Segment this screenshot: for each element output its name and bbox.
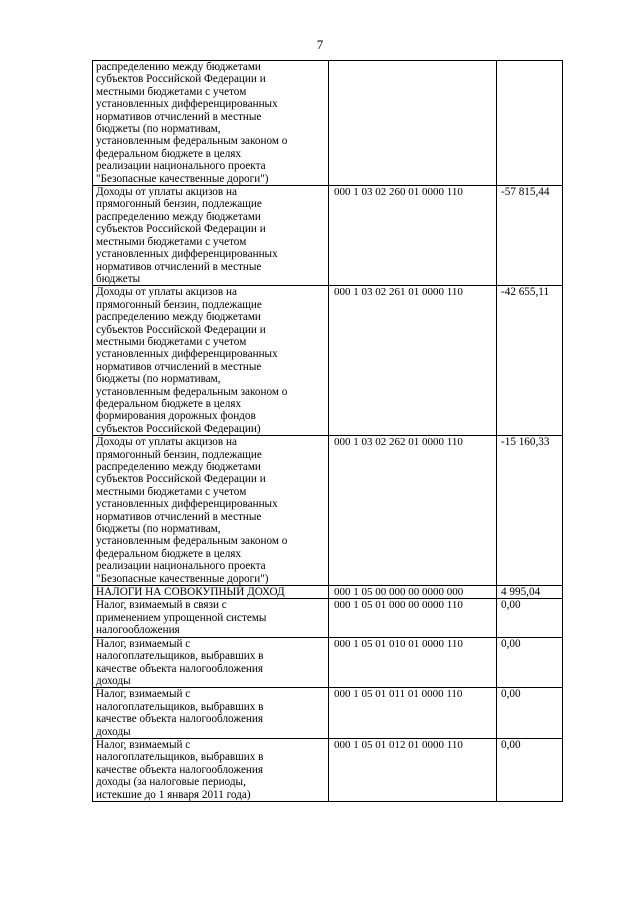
budget-classification-code: [329, 61, 497, 186]
amount-value: -15 160,33: [497, 436, 563, 586]
revenue-name-line: бюджеты (по нормативам,: [96, 123, 221, 136]
revenue-name-line: Доходы от уплаты акцизов на: [96, 186, 237, 199]
revenue-name-line: местными бюджетами с учетом: [96, 335, 247, 348]
revenue-name-cell: [93, 436, 329, 586]
table-row: [93, 436, 563, 586]
revenue-name-line: нормативов отчислений в местные: [96, 360, 262, 373]
revenue-name-line: доходы: [96, 725, 131, 738]
budget-classification-code: 000 1 05 00 000 00 0000 000: [329, 586, 497, 599]
revenue-name-line: нормативов отчислений в местные: [96, 260, 262, 273]
budget-classification-code: 000 1 03 02 260 01 0000 110: [329, 186, 497, 286]
table-row: [93, 599, 563, 637]
amount-value: -57 815,44: [497, 186, 563, 286]
revenue-name-line: Налог, взимаемый с: [96, 738, 191, 751]
table-row: [93, 286, 563, 436]
revenue-name-line: федеральном бюджете в целях: [96, 147, 242, 160]
budget-classification-code: 000 1 05 01 012 01 0000 110: [329, 738, 497, 801]
amount-value: 0,00: [497, 637, 563, 688]
revenue-name-line: истекшие до 1 января 2011 года): [96, 788, 251, 801]
revenue-name-line: бюджеты (по нормативам,: [96, 373, 221, 386]
revenue-name-cell: [93, 637, 329, 688]
revenue-name-line: Налог, взимаемый с: [96, 637, 191, 650]
revenue-name-line: реализации национального проекта: [96, 160, 266, 173]
amount-value: -42 655,11: [497, 286, 563, 436]
revenue-name-line: местными бюджетами с учетом: [96, 235, 247, 248]
revenue-name-line: применением упрощенной системы: [96, 611, 267, 624]
revenue-name-line: субъектов Российской Федерации): [96, 422, 261, 435]
amount-value: 4 995,04: [497, 586, 563, 599]
revenue-name-line: прямогонный бензин, подлежащие: [96, 198, 262, 211]
amount-value: [497, 61, 563, 186]
revenue-name-line: субъектов Российской Федерации и: [96, 73, 266, 86]
revenue-name-line: Налог, взимаемый в связи с: [96, 599, 227, 612]
revenue-name-line: субъектов Российской Федерации и: [96, 223, 266, 236]
revenue-name-line: качестве объекта налогообложения: [96, 713, 264, 726]
revenue-name-line: федеральном бюджете в целях: [96, 397, 242, 410]
revenue-name-line: Доходы от уплаты акцизов на: [96, 286, 237, 299]
table-row: [93, 637, 563, 688]
revenue-name-line: установленных дифференцированных: [96, 248, 278, 261]
revenue-name-line: "Безопасные качественные дороги"): [96, 572, 269, 585]
revenue-name-line: распределению между бюджетами: [96, 461, 261, 473]
table-row: [93, 738, 563, 801]
revenue-name-line: доходы (за налоговые периоды,: [96, 776, 246, 789]
budget-classification-code: 000 1 03 02 261 01 0000 110: [329, 286, 497, 436]
table-row: [93, 186, 563, 286]
revenue-name-line: прямогонный бензин, подлежащие: [96, 448, 262, 461]
table-row: [93, 688, 563, 739]
revenue-name-line: Доходы от уплаты акцизов на: [96, 436, 237, 449]
table-row: [93, 586, 563, 599]
budget-classification-code: 000 1 05 01 011 01 0000 110: [329, 688, 497, 739]
revenue-name-cell: [93, 738, 329, 801]
table-body: [93, 61, 563, 802]
revenue-name-line: Налог, взимаемый с: [96, 688, 191, 701]
revenue-name-line: установленных дифференцированных: [96, 498, 278, 511]
revenue-name-line: субъектов Российской Федерации и: [96, 323, 266, 336]
revenue-name-line: распределению между бюджетами: [96, 210, 261, 223]
revenue-name-line: доходы: [96, 674, 131, 687]
revenue-name-cell: [93, 586, 329, 599]
revenue-name-line: федеральном бюджете в целях: [96, 547, 242, 560]
budget-classification-code: 000 1 05 01 000 00 0000 110: [329, 599, 497, 637]
revenue-name-line: прямогонный бензин, подлежащие: [96, 298, 262, 311]
revenue-name-line: качестве объекта налогообложения: [96, 662, 264, 675]
revenue-name-line: качестве объекта налогообложения: [96, 763, 264, 776]
revenue-name-line: местными бюджетами с учетом: [96, 485, 247, 498]
revenue-name-line: налогоплательщиков, выбравших в: [96, 751, 264, 764]
revenue-name-line: налогообложения: [96, 624, 180, 637]
revenue-name-line: установленным федеральным законом о: [96, 535, 288, 548]
revenue-name-line: установленным федеральным законом о: [96, 385, 288, 398]
revenue-name-cell: [93, 599, 329, 637]
revenue-name-line: субъектов Российской Федерации и: [96, 473, 266, 486]
page-number: 7: [316, 37, 324, 52]
budget-classification-code: 000 1 03 02 262 01 0000 110: [329, 436, 497, 586]
amount-value: 0,00: [497, 688, 563, 739]
revenue-name-line: установленным федеральным законом о: [96, 135, 288, 148]
amount-value: 0,00: [497, 599, 563, 637]
revenue-name-cell: [93, 61, 329, 186]
revenue-name-line: "Безопасные качественные дороги"): [96, 172, 269, 185]
revenue-name-line: реализации национального проекта: [96, 560, 266, 573]
revenue-name-line: распределению между бюджетами: [96, 61, 261, 73]
revenue-name-cell: [93, 286, 329, 436]
revenue-name-line: распределению между бюджетами: [96, 311, 261, 324]
revenue-name-line: установленных дифференцированных: [96, 98, 278, 111]
revenue-name-cell: [93, 688, 329, 739]
amount-value: 0,00: [497, 738, 563, 801]
table-row: [93, 61, 563, 186]
revenue-name-cell: [93, 186, 329, 286]
revenue-name-line: установленных дифференцированных: [96, 348, 278, 361]
revenue-name-line: формирования дорожных фондов: [96, 410, 256, 423]
revenue-name-line: бюджеты: [96, 272, 141, 285]
budget-revenue-table: [92, 60, 563, 802]
budget-classification-code: 000 1 05 01 010 01 0000 110: [329, 637, 497, 688]
revenue-name-line: бюджеты (по нормативам,: [96, 523, 221, 536]
revenue-name-line: налогоплательщиков, выбравших в: [96, 650, 264, 663]
revenue-name-line: местными бюджетами с учетом: [96, 85, 247, 98]
revenue-name-line: НАЛОГИ НА СОВОКУПНЫЙ ДОХОД: [96, 586, 285, 599]
revenue-name-line: налогоплательщиков, выбравших в: [96, 700, 264, 713]
revenue-name-line: нормативов отчислений в местные: [96, 510, 262, 523]
revenue-name-line: нормативов отчислений в местные: [96, 110, 262, 123]
